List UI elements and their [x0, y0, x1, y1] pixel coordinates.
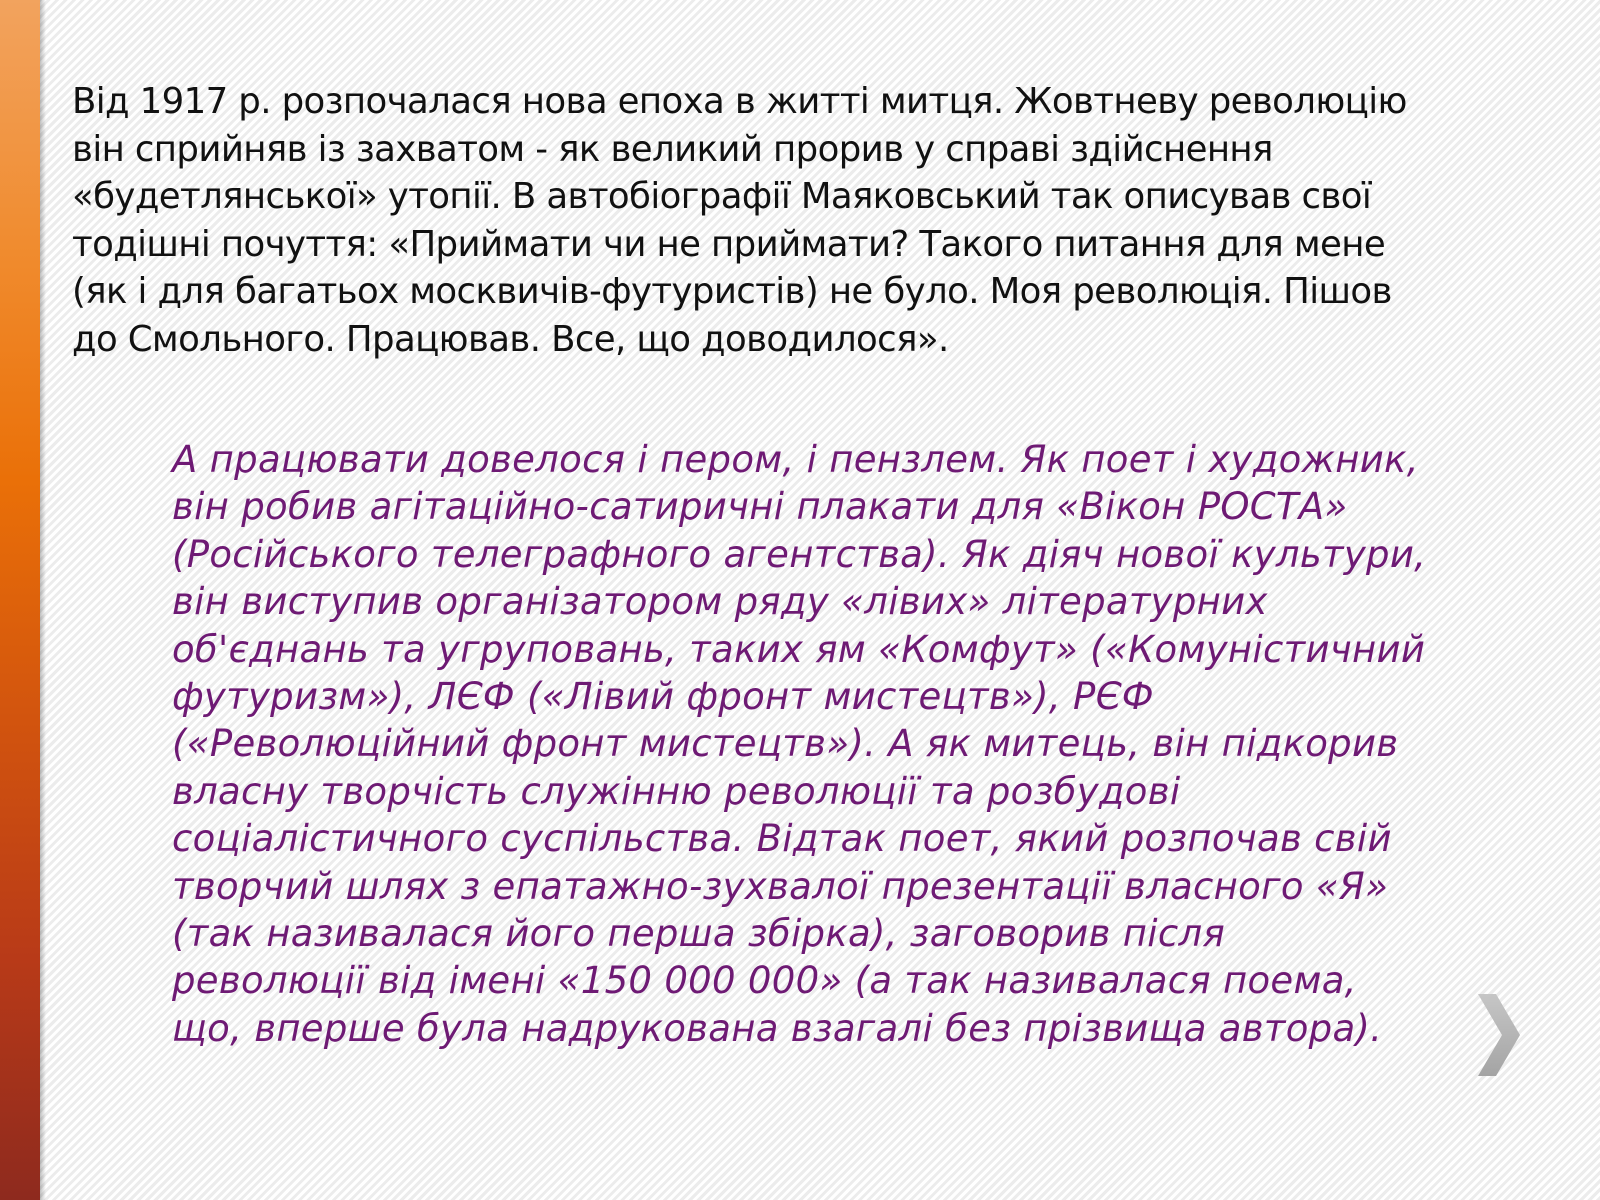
quote-line: він виступив організатором ряду «лівих» літературних — [172, 580, 1268, 624]
quote-line: об'єднань та угруповань, таких ям «Комфут» («Комуністичний — [172, 627, 1426, 671]
intro-paragraph — [72, 78, 1452, 363]
quote-line: він робив агітаційно-сатиричні плакати для «Вікон РОСТА» — [172, 485, 1348, 529]
quote-line: революції від імені «150 000 000» (а так називалася поема, — [172, 959, 1357, 1003]
intro-line: до Смольного. Працював. Все, що доводилося». — [72, 318, 949, 360]
quote-line: соціалістичного суспільства. Відтак поет, який розпочав свій — [172, 817, 1392, 861]
accent-side-bar — [0, 0, 40, 1200]
intro-line: він сприйняв із захватом - як великий прорив у справі здійснення — [72, 128, 1273, 170]
quote-line: А працювати довелося і пером, і пензлем. Як поет і художник, — [172, 438, 1419, 481]
chevron-right-icon — [1474, 990, 1524, 1080]
quote-line: творчий шлях з епатажно-зухвалої презентації власного «Я» — [172, 864, 1389, 908]
intro-line: тодішні почуття: «Приймати чи не приймати? Такого питання для мене — [72, 223, 1386, 265]
quote-line: («Революційний фронт мистецтв»). А як митець, він підкорив — [172, 722, 1399, 766]
quote-line: футуризм»), ЛЄФ («Лівий фронт мистецтв»), РЄФ — [172, 675, 1154, 719]
intro-line: «будетлянської» утопії. В автобіографії Маяковський так описував свої — [72, 176, 1372, 217]
quote-line: (так називалася його перша збірка), заговорив після — [172, 912, 1225, 956]
quote-line: власну творчість служінню революції та розбудові — [172, 769, 1181, 813]
quote-paragraph — [172, 436, 1492, 1052]
intro-line: Від 1917 р. розпочалася нова епоха в житті митця. Жовтневу революцію — [72, 81, 1407, 122]
next-slide-button[interactable] — [1474, 990, 1524, 1080]
quote-line: що, вперше була надрукована взагалі без прізвища автора). — [172, 1006, 1383, 1050]
quote-line: (Російського телеграфного агентства). Як діяч нової культури, — [172, 532, 1427, 576]
intro-line: (як і для багатьох москвичів-футуристів) не було. Моя революція. Пішов — [72, 271, 1392, 312]
